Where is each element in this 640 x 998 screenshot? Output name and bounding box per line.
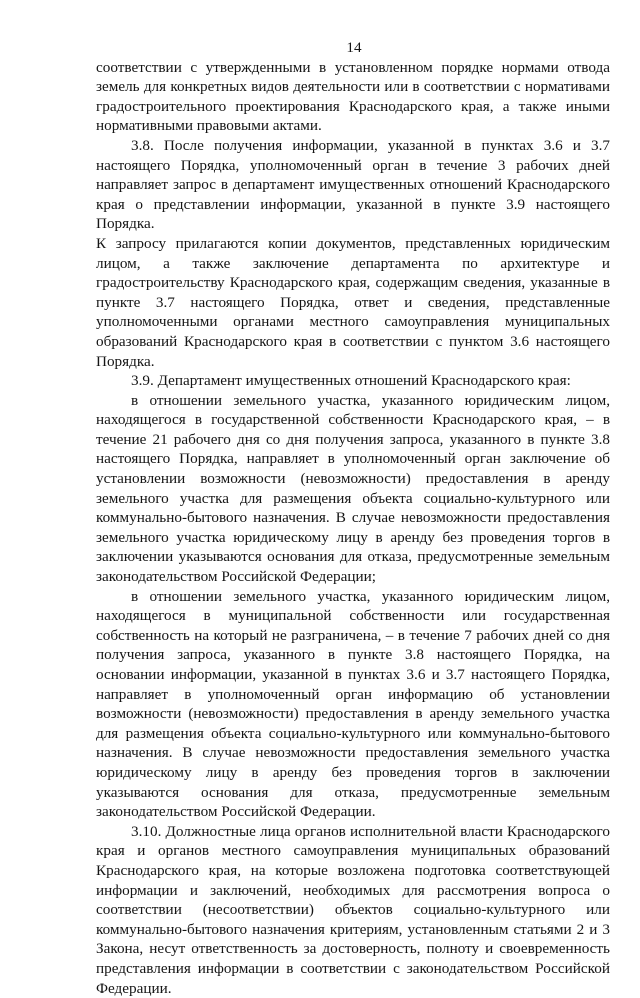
paragraph-3-8: 3.8. После получения информации, указанной в пунктах 3.6 и 3.7 настоящего Порядка, уполномоченный орган в течение 3 рабочих дней направляет запрос в департамент имущественных отношений Краснодарского края о представлении информации, указанной в пункте 3.9 настоящего Порядка. xyxy=(96,136,610,233)
paragraph-3-9-state-property: в отношении земельного участка, указанного юридическим лицом, находящегося в государственной собственности Краснодарского края, – в течение 21 рабочего дня со дня получения запроса, указанного в пункте 3.8 настоящего Порядка, направляет в уполномоченный орган заключение об установлении возможности (невозможности) предоставления в аренду земельного участка для размещения объекта социально-культурного или коммунально-бытового назначения. В случае невозможности предоставления земельного участка юридическому лицу в аренду без проведения торгов в заключении указываются основания для отказа, предусмотренные земельным законодательством Российской Федерации; xyxy=(96,391,610,586)
paragraph-request-attachments: К запросу прилагаются копии документов, представленных юридическим лицом, а также заключение департамента по архитектуре и градостроительству Краснодарского края, содержащим сведения, указанные в пункте 3.7 настоящего Порядка, ответ и сведения, представленные уполномоченными органами местного самоуправления муниципальных образований Краснодарского края в соответствии с пунктом 3.6 настоящего Порядка. xyxy=(96,234,610,370)
paragraph-3-10: 3.10. Должностные лица органов исполнительной власти Краснодарского края и органов местного самоуправления муниципальных образований Краснодарского края, на которые возложена подготовка соответствующей информации и заключений, необходимых для рассмотрения вопроса о соответствии (несоответствии) объектов социально-культурного или коммунально-бытового назначения критериям, установленным статьями 2 и 3 Закона, несут ответственность за достоверность, полноту и своевременность представления информации в соответствии с законодательством Российской Федерации. xyxy=(96,822,610,997)
document-page xyxy=(96,38,610,998)
paragraph-3-9-municipal-property: в отношении земельного участка, указанного юридическим лицом, находящегося в муниципальной собственности или государственная собственность на который не разграничена, – в течение 7 рабочих дней со дня получения запроса, указанного в пункте 3.8 настоящего Порядка, на основании информации, указанной в пунктах 3.6 и 3.7 настоящего Порядка, направляет в уполномоченный орган информацию об установлении возможности (невозможности) предоставления в аренду земельного участка для размещения объекта социально-культурного или коммунально-бытового назначения. В случае невозможности предоставления земельного участка юридическому лицу в аренду без проведения торгов в заключении указываются основания для отказа, предусмотренные земельным законодательством Российской Федерации. xyxy=(96,587,610,821)
paragraph-norms-continuation: соответствии с утвержденными в установленном порядке нормами отвода земель для конкретных видов деятельности или в соответствии с нормативами градостроительного проектирования Краснодарского края, а также иными нормативными правовыми актами. xyxy=(96,58,610,135)
page-number: 14 xyxy=(346,39,362,56)
paragraph-3-9: 3.9. Департамент имущественных отношений Краснодарского края: xyxy=(131,372,571,390)
